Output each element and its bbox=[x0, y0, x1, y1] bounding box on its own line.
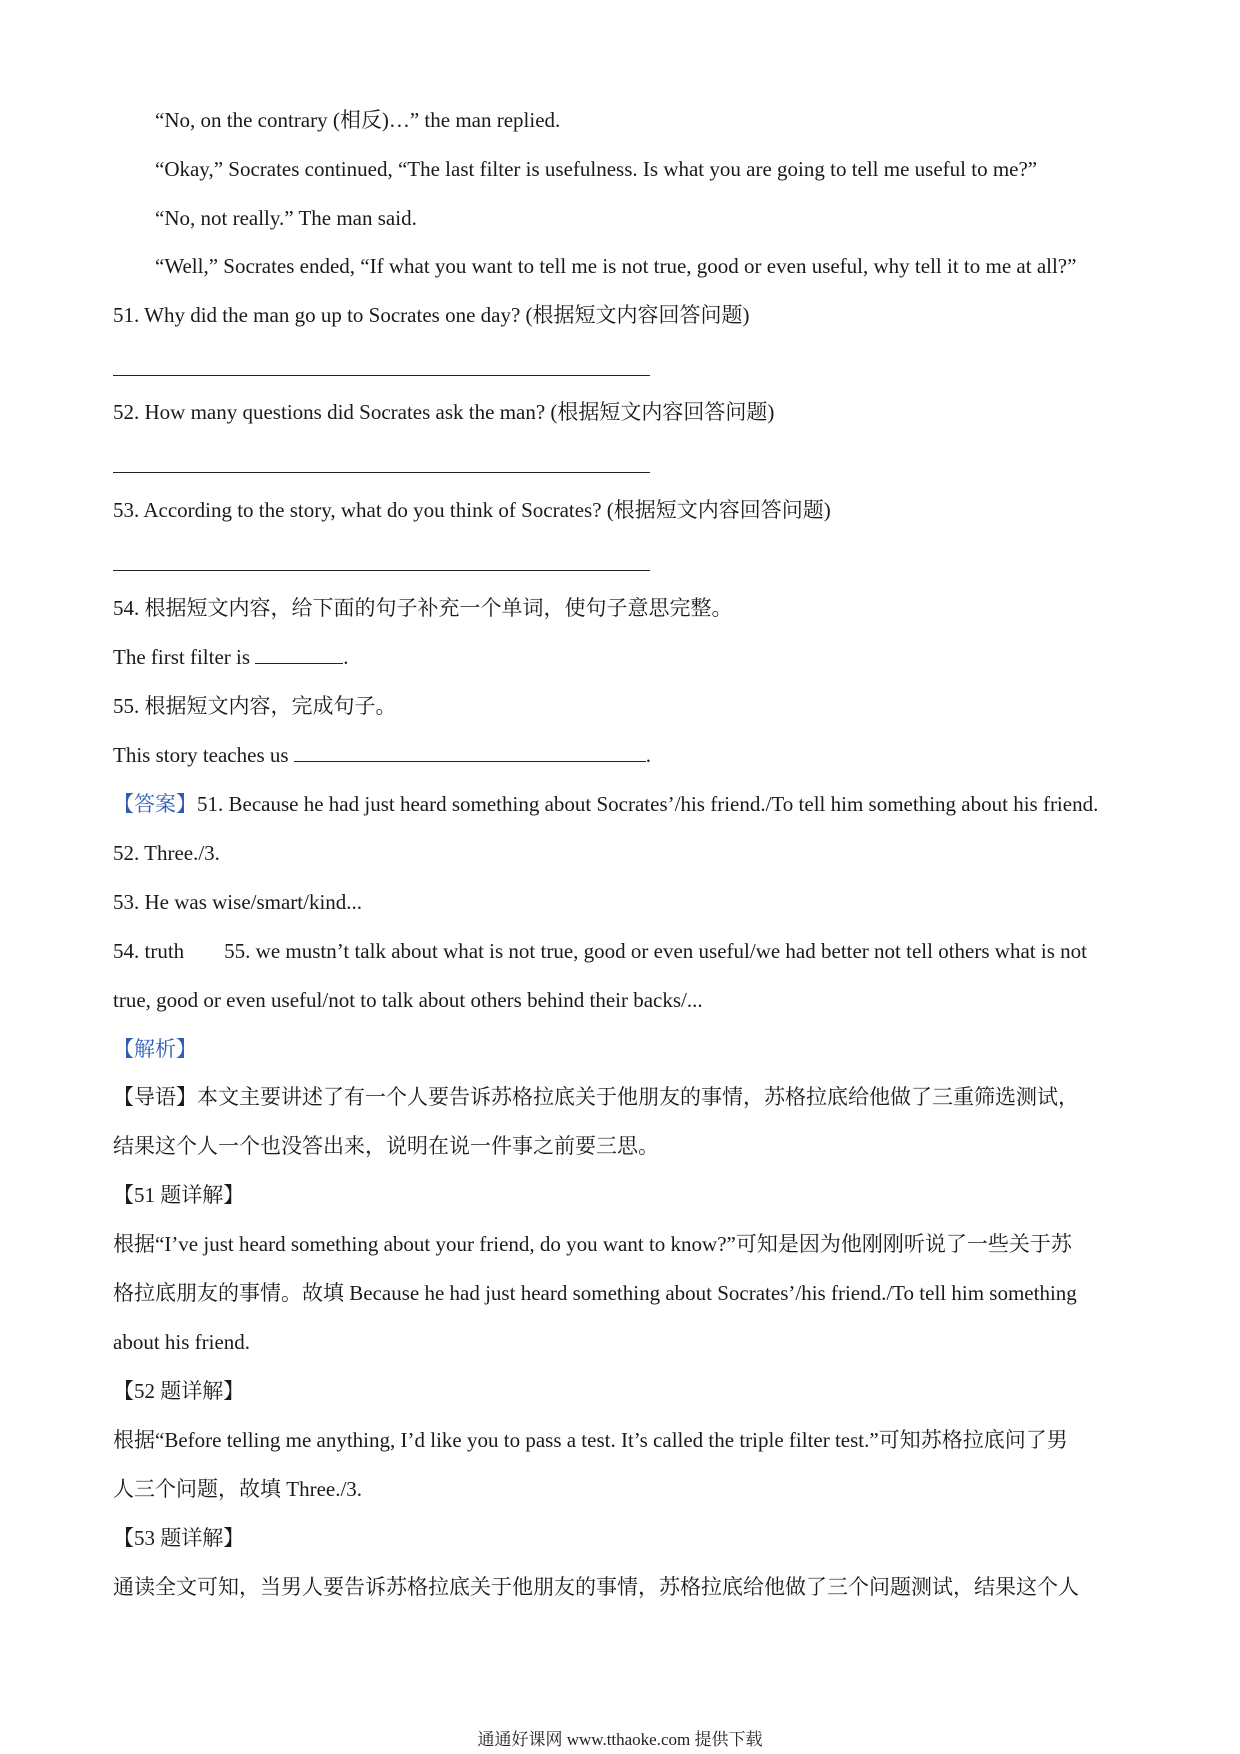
sentence-start: The first filter is bbox=[113, 645, 256, 669]
answer-55-continued: true, good or even useful/not to talk about others behind their backs/... bbox=[113, 988, 703, 1012]
fill-blank-54[interactable] bbox=[255, 643, 343, 664]
answer-blank-51[interactable] bbox=[113, 375, 650, 376]
answer-51-line bbox=[113, 790, 1133, 818]
sentence-end: . bbox=[645, 743, 652, 767]
detail-53-title: 【53 题详解】 bbox=[113, 1526, 245, 1550]
detail-52-line: 根据“Before telling me anything, I’d like you to pass a test. It’s called the triple filter test.”可知苏格拉底问了男 bbox=[113, 1428, 1068, 1452]
detail-51-line: 根据“I’ve just heard something about your friend, do you want to know?”可知是因为他刚刚听说了一些关于苏 bbox=[113, 1232, 1072, 1256]
answer-54: 54. truth bbox=[113, 939, 185, 963]
answer-54-55-line bbox=[113, 937, 1133, 965]
answer-blank-52[interactable] bbox=[113, 472, 650, 473]
detail-51-title: 【51 题详解】 bbox=[113, 1183, 245, 1207]
passage-line: “Well,” Socrates ended, “If what you want to tell me is not true, good or even useful, why tell it to me at all?” bbox=[155, 254, 1077, 278]
sentence-start: This story teaches us bbox=[113, 743, 294, 767]
answer-blank-53[interactable] bbox=[113, 570, 650, 571]
question-51: 51. Why did the man go up to Socrates one day? (根据短文内容回答问题) bbox=[113, 303, 750, 327]
sentence-end: . bbox=[343, 645, 349, 669]
answer-51: 51. Because he had just heard something about Socrates’/his friend./To tell him something about his friend. bbox=[197, 792, 1099, 816]
question-54: 54. 根据短文内容，给下面的句子补充一个单词，使句子意思完整。 bbox=[113, 596, 733, 620]
detail-52-line: 人三个问题，故填 Three./3. bbox=[113, 1477, 363, 1501]
page-footer: 通通好课网 www.tthaoke.com 提供下载 bbox=[477, 1730, 763, 1749]
analysis-label: 【解析】 bbox=[113, 1037, 197, 1061]
answer-55: 55. we mustn’t talk about what is not true, good or even useful/we had better not tell others what is not bbox=[224, 939, 1087, 963]
intro-line: 结果这个人一个也没答出来，说明在说一件事之前要三思。 bbox=[113, 1134, 659, 1158]
detail-51-line: about his friend. bbox=[113, 1330, 251, 1354]
passage-line: “No, on the contrary (相反)…” the man replied. bbox=[155, 108, 561, 132]
detail-51-line: 格拉底朋友的事情。故填 Because he had just heard something about Socrates’/his friend./To tell him something bbox=[113, 1281, 1077, 1305]
question-53: 53. According to the story, what do you think of Socrates? (根据短文内容回答问题) bbox=[113, 498, 831, 522]
answer-label: 【答案】 bbox=[113, 792, 197, 816]
passage-line: “Okay,” Socrates continued, “The last filter is usefulness. Is what you are going to tell me useful to me?” bbox=[155, 157, 1038, 181]
question-52: 52. How many questions did Socrates ask the man? (根据短文内容回答问题) bbox=[113, 400, 775, 424]
detail-53-line: 通读全文可知，当男人要告诉苏格拉底关于他朋友的事情，苏格拉底给他做了三个问题测试，结果这个人 bbox=[113, 1575, 1079, 1599]
question-55: 55. 根据短文内容，完成句子。 bbox=[113, 694, 397, 718]
question-55-sentence bbox=[113, 741, 1133, 769]
fill-blank-55[interactable] bbox=[294, 741, 646, 762]
intro-line: 【导语】本文主要讲述了有一个人要告诉苏格拉底关于他朋友的事情，苏格拉底给他做了三重筛选测试， bbox=[113, 1085, 1079, 1109]
detail-52-title: 【52 题详解】 bbox=[113, 1379, 245, 1403]
answer-53: 53. He was wise/smart/kind... bbox=[113, 890, 363, 914]
question-54-sentence bbox=[113, 643, 1133, 671]
answer-52: 52. Three./3. bbox=[113, 841, 220, 865]
passage-line: “No, not really.” The man said. bbox=[155, 206, 417, 230]
